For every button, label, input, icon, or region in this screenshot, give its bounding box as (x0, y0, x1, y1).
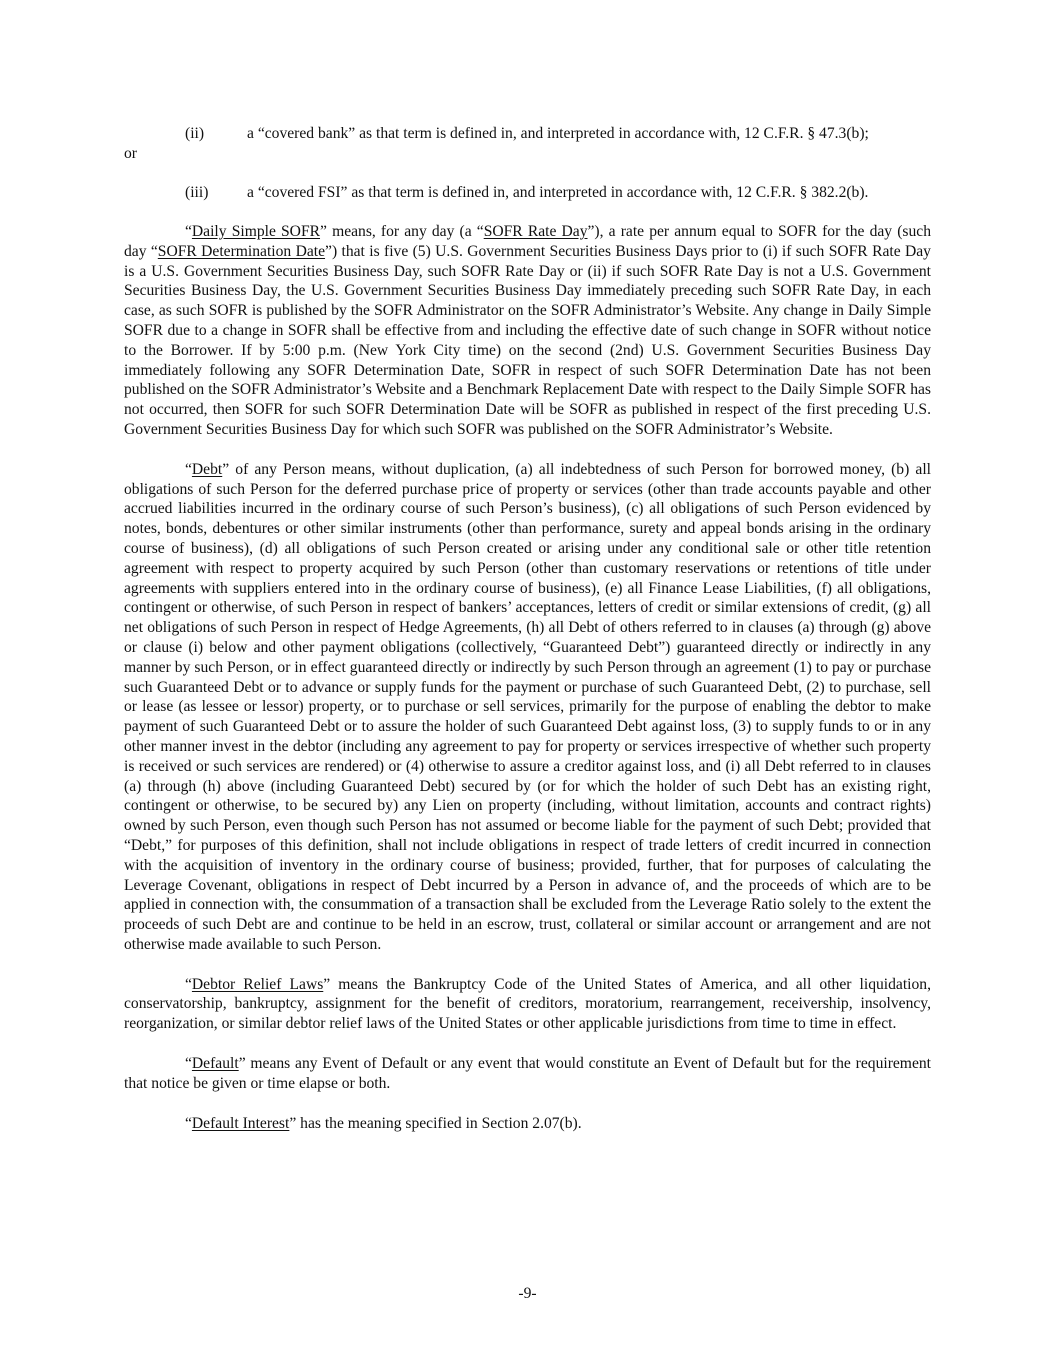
or-word: or (124, 145, 137, 162)
clause-number: (iii) (185, 184, 209, 201)
page-number: -9- (518, 1285, 537, 1302)
quote-mark: “ (185, 975, 192, 993)
defined-term: Default Interest (191, 1114, 290, 1132)
definition-text: ” means any Event of Default or any event that would constitute an Event of Default but for the requirement that notice be given or time elapse or both. (124, 1055, 931, 1092)
defined-term: Debt (191, 460, 223, 478)
clause-text: a “covered FSI” as that term is defined in, and interpreted in accordance with, 12 C.F.R. § 382.2(b). (247, 184, 869, 201)
definition-default (124, 1054, 931, 1094)
quote-mark: “ (185, 460, 192, 478)
quote-mark: “ (185, 1114, 192, 1132)
definition-text: ”) that is five (5) U.S. Government Securities Business Days prior to (i) if such SOFR Rate Day is a U.S. Government Securities Business Day, such SOFR Rate Day or (ii) if such SOFR Rate Day is not a U.S. Government Securities Business Day, the U.S. Government Securities Business Day immediately preceding such SOFR Rate Day, in each case, as such SOFR is published by the SOFR Administrator on the SOFR Administrator’s Website. Any change in Daily Simple SOFR due to a change in SOFR shall be effective from and including the effective date of such change in SOFR without notice to the Borrower. If by 5:00 p.m. (New York City time) on the second (2nd) U.S. Government Securities Business Day immediately following any SOFR Determination Date, SOFR in respect of such SOFR Determination Date has not been published on the SOFR Administrator’s Website and a Benchmark Replacement Date with respect to the Daily Simple SOFR has not occurred, then SOFR for such SOFR Determination Date will be SOFR as published in respect of the first preceding U.S. Government Securities Business Day for which such SOFR was published on the SOFR Administrator’s Website. (124, 242, 931, 438)
definition-text: ” of any Person means, without duplication, (a) all indebtedness of such Person for borrowed money, (b) all obligations of such Person for the deferred purchase price of property or services (other than trade accounts payable and other accrued liabilities incurred in the ordinary course of such Person’s business), (c) all obligations of such Person evidenced by notes, bonds, debentures or other similar instruments (other than performance, surety and appeal bonds arising in the ordinary course of business), (d) all obligations of such Person created or arising under any conditional sale or other title retention agreement with respect to property acquired by such Person (other than customary reservations or retentions of title under agreements with suppliers entered into in the ordinary course of business), (e) all Finance Lease Liabilities, (f) all obligations, contingent or otherwise, of such Person in respect of bankers’ acceptances, letters of credit or similar extensions of credit, (g) all net obligations of such Person in respect of Hedge Agreements, (h) all Debt of others referred to in clauses (a) through (g) above or clause (i) below and other payment obligations (collectively, “Guaranteed Debt”) guaranteed directly or indirectly in any manner by such Person, or in effect guaranteed directly or indirectly by such Person through an agreement (1) to pay or purchase such Guaranteed Debt or to advance or supply funds for the payment or purchase of such Guaranteed Debt, (2) to purchase, sell or lease (as lessee or lessor) property, or to purchase or sell services, primarily for the purpose of enabling the debtor to make payment of such Guaranteed Debt or to assure the holder of such Guaranteed Debt against loss, (3) to supply funds to or in any other manner invest in the debtor (including any agreement to pay for property or services irrespective of whether such property is received or such services are rendered) or (4) otherwise to assure a creditor against loss, and (i) all Debt referred to in clauses (a) through (h) above (including Guaranteed Debt) secured by (or for which the holder of such Debt has an existing right, contingent or otherwise, to be secured by) any Lien on property (including, without limitation, accounts and contract rights) owned by such Person, even though such Person has not assumed or become liable for the payment of such Debt; provided that “Debt,” for purposes of this definition, shall not include obligations in respect of trade letters of credit incurred in connection with the acquisition of inventory in the ordinary course of business; provided, further, that for purposes of calculating the Leverage Covenant, obligations in respect of Debt incurred by a Person in advance of, and the proceeds of which are to be applied in connection with, the consummation of a transaction shall be excluded from the Leverage Ratio solely to the extent the proceeds of such Debt are and continue to be held in an escrow, trust, collateral or similar account or arrangement and are not otherwise made available to such Person. (124, 460, 931, 953)
definition-debtor-relief-laws (124, 975, 931, 1034)
defined-term: Daily Simple SOFR (191, 223, 321, 240)
document-page (124, 124, 931, 1133)
clause-ii (124, 124, 931, 144)
quote-mark: “ (185, 1055, 192, 1073)
definition-text: ” has the meaning specified in Section 2.07(b). (289, 1114, 582, 1132)
clause-iii (124, 183, 931, 203)
clause-text: a “covered bank” as that term is defined in, and interpreted in accordance with, 12 C.F.R. § 47.3(b); (247, 125, 869, 142)
definition-debt (124, 460, 931, 955)
definition-text: ” means the Bankruptcy Code of the United States of America, and all other liquidation, conservatorship, bankruptcy, assignment for the benefit of creditors, moratorium, rearrangement, receivership, insolvency, reorganization, or similar debtor relief laws of the United States or other applicable jurisdictions from time to time in effect. (124, 975, 931, 1033)
quote-mark: “ (185, 223, 192, 240)
definition-daily-simple-sofr (124, 222, 931, 440)
definition-default-interest (124, 1114, 931, 1134)
definition-text: ” means, for any day (a “ (320, 223, 484, 240)
or-line (124, 144, 931, 164)
clause-number: (ii) (185, 125, 205, 142)
defined-term: SOFR Rate Day (483, 223, 588, 240)
defined-term: Debtor Relief Laws (191, 975, 324, 993)
defined-term: SOFR Determination Date (157, 242, 326, 260)
defined-term: Default (191, 1055, 239, 1073)
definition-text: ”), a rate per annum equal to SOFR for the day (such day “ (124, 223, 932, 260)
